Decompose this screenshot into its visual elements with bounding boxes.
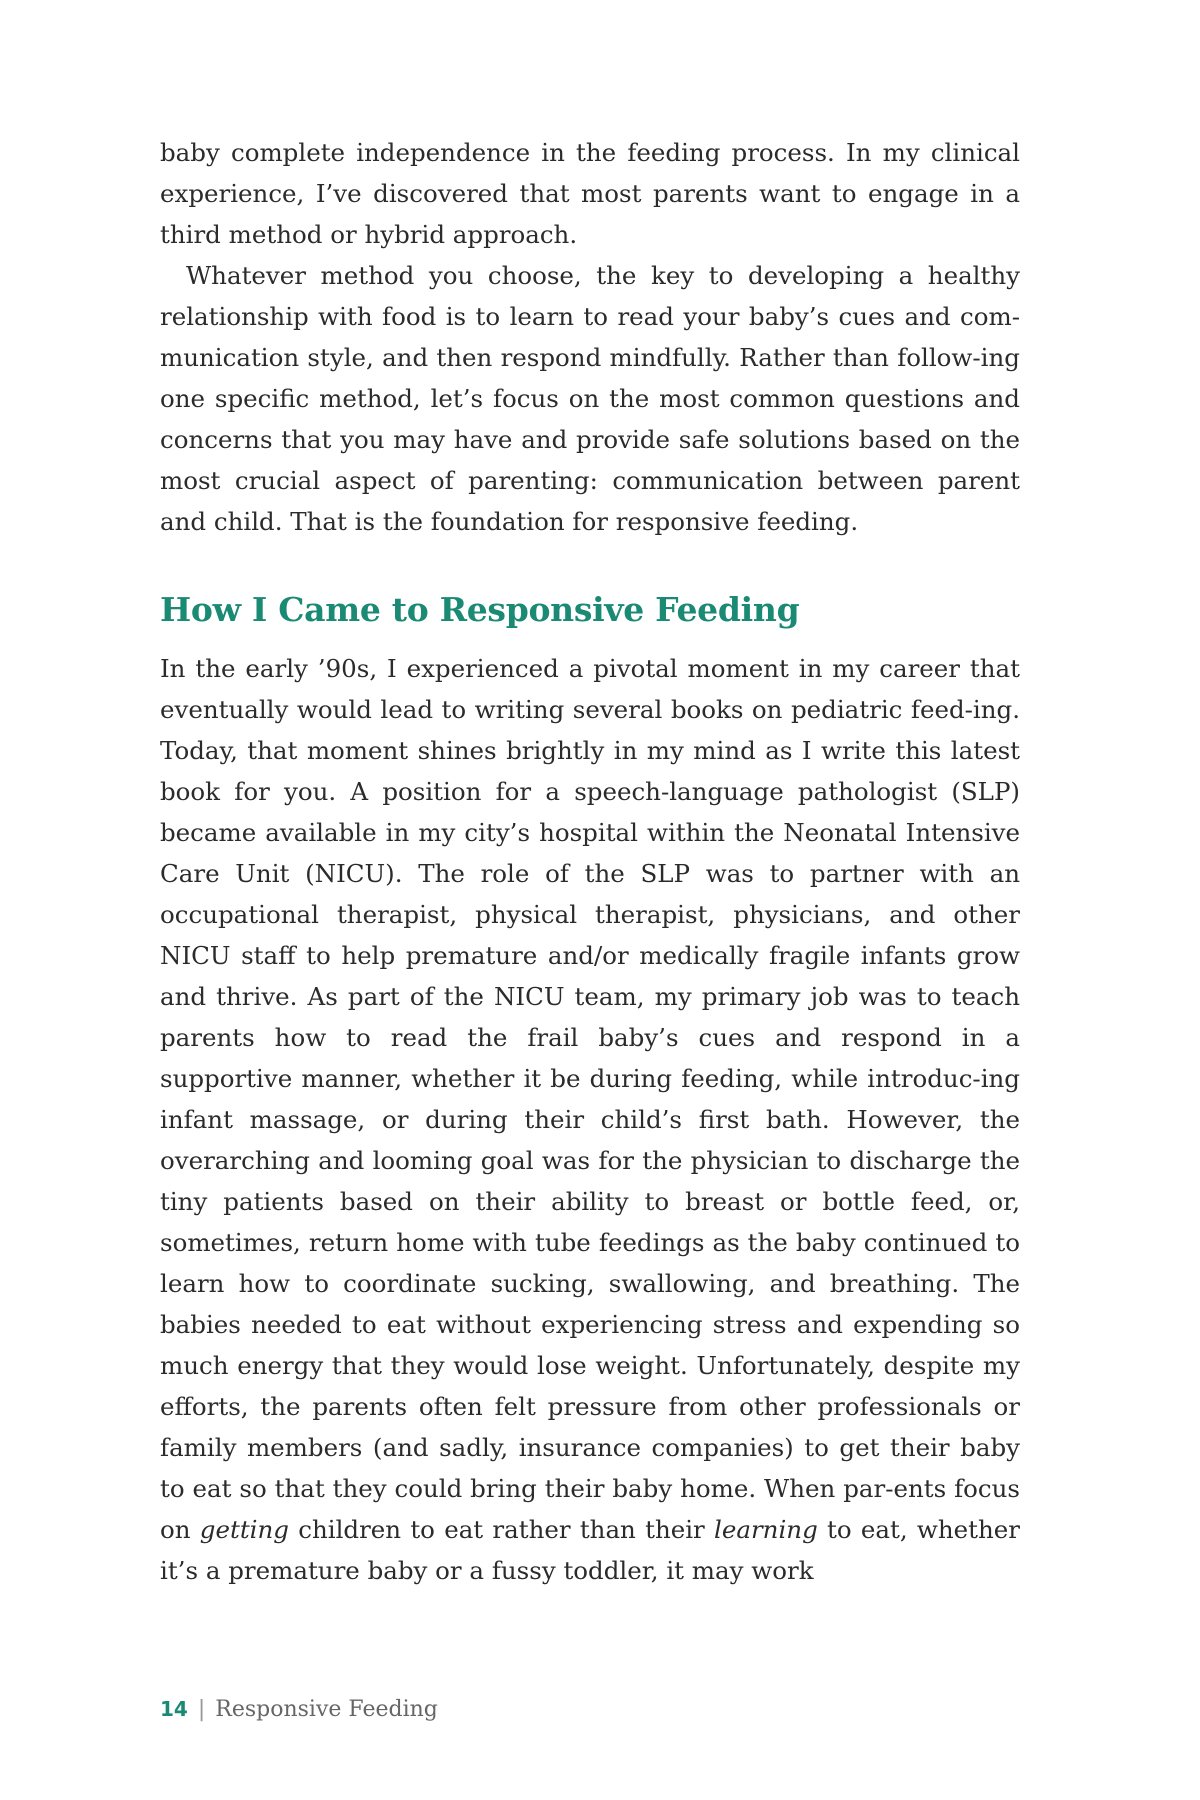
page-footer	[160, 1694, 438, 1725]
running-title: Responsive Feeding	[215, 1697, 438, 1722]
emphasis-getting: getting	[199, 1515, 289, 1544]
page-number: 14	[160, 1697, 188, 1721]
footer-separator: |	[197, 1697, 206, 1722]
paragraph-continued: baby complete independence in the feeding process. In my clinical experience, I’ve discovered that most parents want to engage in a third method or hybrid approach.	[160, 138, 1020, 249]
story-text-end: to eat, whether it’s a premature baby or a fussy toddler, it may work	[160, 1515, 1020, 1585]
section-heading: How I Came to Responsive Feeding	[160, 590, 800, 629]
story-text-start: In the early ’90s, I experienced a pivotal moment in my career that eventually would lead to writing several books on pediatric feed-ing. Today, that moment shines brightly in my mind as I write this latest book for you. A position for a speech-language pathologist (SLP) became available in my city’s hospital within the Neonatal Intensive Care Unit (NICU). The role of the SLP was to partner with an occupational therapist, physical therapist, physicians, and other NICU staff to help premature and/or medically fragile infants grow and thrive. As part of the NICU team, my primary job was to teach parents how to read the frail baby’s cues and respond in a supportive manner, whether it be during feeding, while introduc-ing infant massage, or during their child’s first bath. However, the overarching and looming goal was for the physician to discharge the tiny patients based on their ability to breast or bottle feed, or, sometimes, return home with tube feedings as the baby continued to learn how to coordinate sucking, swallowing, and breathing. The babies needed to eat without experiencing stress and expending so much energy that they would lose weight. Unfortunately, despite my efforts, the parents often felt pressure from other professionals or family members (and sadly, insurance companies) to get their baby to eat so that they could bring their baby home. When par-ents focus on	[160, 654, 1020, 1544]
story-text-middle: children to eat rather than their	[298, 1515, 705, 1544]
page-body	[160, 132, 1020, 1591]
paragraph-method: Whatever method you choose, the key to developing a healthy relationship with food is to learn to read your baby’s cues and com-munication style, and then respond mindfully. Rather than follow-ing one specific method, let’s focus on the most common questions and concerns that you may have and provide safe solutions based on the most crucial aspect of parenting: communication between parent and child. That is the foundation for responsive feeding.	[160, 261, 1020, 536]
paragraph-nicu-story	[160, 648, 1020, 1591]
emphasis-learning: learning	[714, 1515, 818, 1544]
